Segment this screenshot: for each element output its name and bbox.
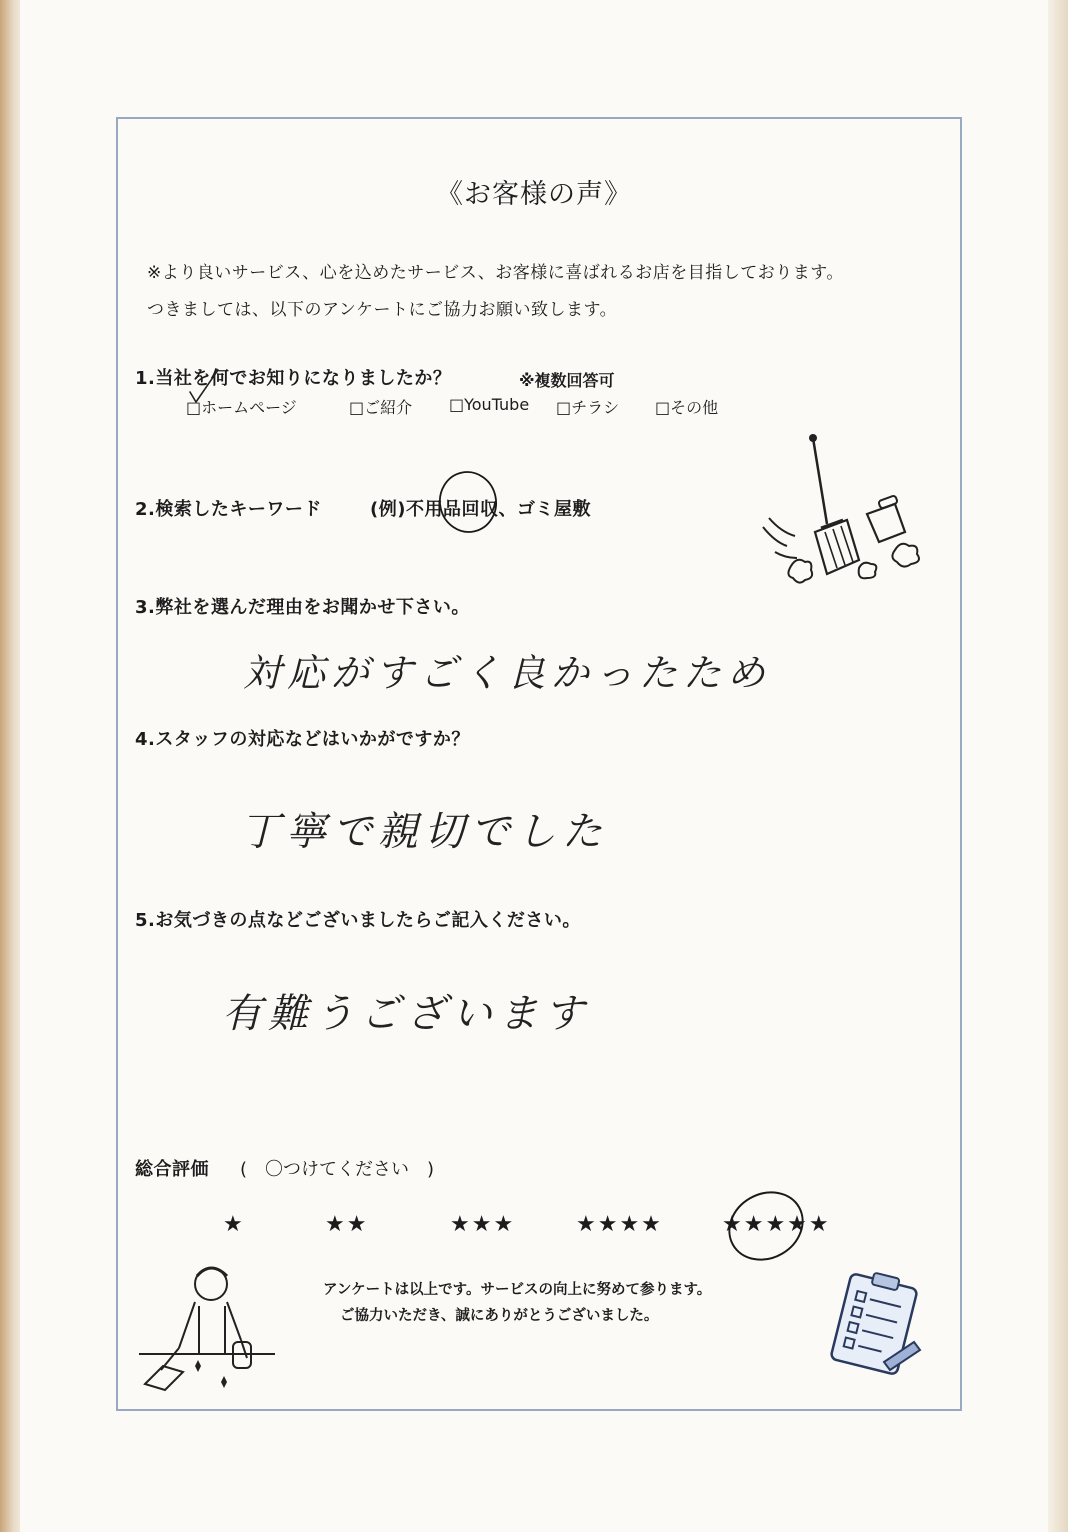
rating-option-3[interactable]: ★★★ [450, 1212, 516, 1237]
clipboard-checklist-icon [826, 1270, 926, 1380]
intro-line-1: ※より良いサービス、心を込めたサービス、お客様に喜ばれるお店を目指しております。 [147, 263, 844, 283]
option-flyer[interactable]: □チラシ [556, 398, 620, 417]
cleaning-staff-illustration [135, 1258, 285, 1398]
multiple-answers-note: ※複数回答可 [519, 371, 615, 390]
option-youtube[interactable]: □YouTube [449, 395, 530, 414]
question-1: 1.当社を何でお知りになりましたか？ [135, 368, 452, 389]
rating-option-1[interactable]: ★ [223, 1212, 245, 1237]
page-title: 《お客様の声》 [436, 179, 632, 210]
keyword-example: (例)不用品回収、ゴミ屋敷 [370, 499, 591, 520]
answer-3-handwritten: 対応がすごく良かったため [243, 651, 772, 695]
closing-line-2: ご協力いただき、誠にありがとうございました。 [340, 1308, 659, 1324]
dustpan-icon [867, 495, 905, 542]
option-other[interactable]: □その他 [655, 398, 719, 417]
answer-4-handwritten: 丁寧で親切でした [240, 809, 608, 855]
rating-label: 総合評価 [135, 1159, 209, 1180]
answer-5-handwritten: 有難うございます [222, 991, 590, 1037]
rating-option-4[interactable]: ★★★★ [576, 1212, 663, 1237]
rating-option-2[interactable]: ★★ [325, 1212, 369, 1237]
closing-line-1: アンケートは以上です。サービスの向上に努めて参ります。 [323, 1282, 712, 1298]
circle-mark-keyword [436, 466, 502, 536]
question-4: 4.スタッフの対応などはいかがですか？ [135, 729, 470, 750]
broom-icon [755, 432, 930, 592]
intro-line-2: つきましては、以下のアンケートにご協力お願い致します。 [147, 300, 618, 320]
checkmark-icon [184, 366, 224, 406]
rating-instruction: ( 〇つけてください ) [240, 1159, 435, 1180]
rating-option-5[interactable]: ★★★★★ [722, 1212, 831, 1237]
circle-mark-rating [722, 1188, 810, 1266]
question-3: 3.弊社を選んだ理由をお聞かせ下さい。 [135, 597, 470, 618]
question-5: 5.お気づきの点などございましたらご記入ください。 [135, 910, 581, 931]
option-homepage[interactable]: □ホームページ [186, 398, 297, 417]
question-2: 2.検索したキーワード [135, 499, 322, 520]
option-referral[interactable]: □ご紹介 [349, 398, 413, 417]
